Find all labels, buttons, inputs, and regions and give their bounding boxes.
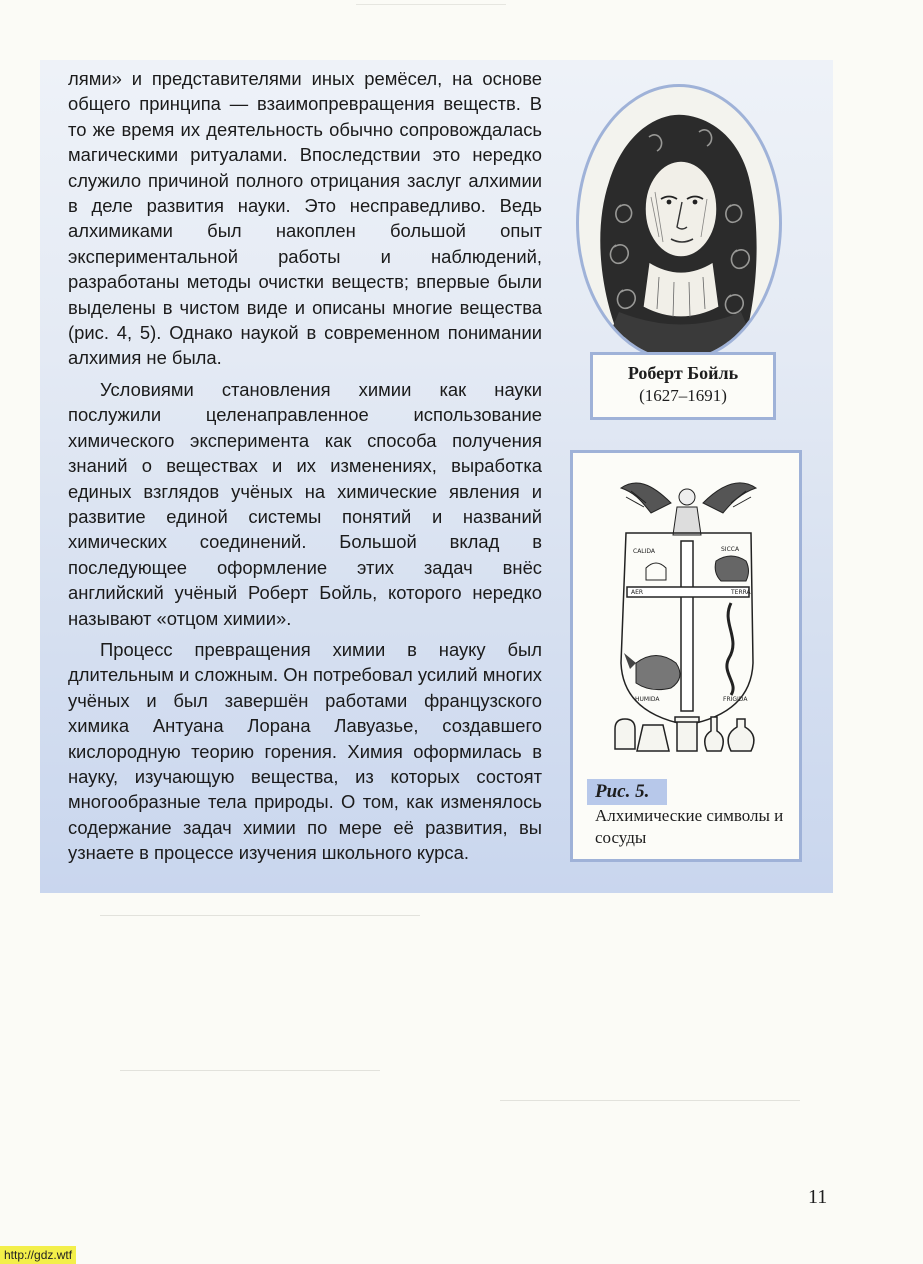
portrait-name: Роберт Бойль <box>627 363 739 383</box>
svg-text:HUMIDA: HUMIDA <box>635 696 660 703</box>
portrait-oval-frame <box>576 84 782 362</box>
svg-text:TERRA: TERRA <box>731 589 751 596</box>
figure-caption: Алхимические символы и сосуды <box>595 806 784 847</box>
portrait-caption <box>590 352 776 420</box>
paragraph: Процесс превращения химии в науку был длительным и сложным. Он потребовал усилий многих учёных и был завершён работами французского химика Антуана Лорана Лавуазье, создавшего кислородную теорию горения. Химия оформилась в науку, изучающую вещества, из которых состоят многообразные тела природы. О том, как изменялось содержание задач химии по мере её развития, вы узнаете в процессе изучения школьного курса. <box>68 638 542 864</box>
main-text <box>68 66 542 866</box>
alchemy-engraving <box>581 463 793 763</box>
svg-text:AER: AER <box>631 589 644 596</box>
portrait-boyle <box>576 84 778 360</box>
figure-label: Рис. 5. <box>587 779 667 805</box>
portrait-years: (1627–1691) <box>639 386 727 405</box>
paragraph: лями» и представителями иных ремёсел, на основе общего принципа — взаимопревращения веществ. В то же время их деятельность обычно сопровождалась магическими ритуалами. Впоследствии это нередко служило причиной полного отрицания заслуг алхимии в деле развития науки. Это несправедливо. Ведь алхимиками был накоплен большой опыт экспериментальной работы и наблюдений, разработаны методы очистки веществ; впервые были выделены в чистом виде и описаны многие вещества (рис. 4, 5). Однако наукой в современном понимании алхимия не была. <box>68 68 542 369</box>
svg-text:FRIGIDA: FRIGIDA <box>723 696 748 703</box>
bleed-through-line <box>500 1100 800 1101</box>
watermark-link[interactable]: http://gdz.wtf <box>0 1246 76 1264</box>
paragraph: Условиями становления химии как науки послужили целенаправленное использование химического эксперимента как способа получения знаний о веществах и их изменениях, выработка единых взглядов учёных на химические явления и развитие единой системы понятий и названий химических соединений. Большой вклад в последующее оформление этих задач внёс английский учёный Роберт Бойль, которого нередко называют «отцом химии». <box>68 378 542 629</box>
bleed-through-line <box>100 915 420 916</box>
portrait-engraving <box>579 87 779 359</box>
figure-5 <box>570 450 802 862</box>
bleed-through-mark <box>356 4 506 17</box>
page-number: 11 <box>808 1186 828 1208</box>
svg-text:SICCA: SICCA <box>721 546 740 553</box>
svg-text:CALIDA: CALIDA <box>633 548 656 555</box>
bleed-through-line <box>120 1070 380 1071</box>
